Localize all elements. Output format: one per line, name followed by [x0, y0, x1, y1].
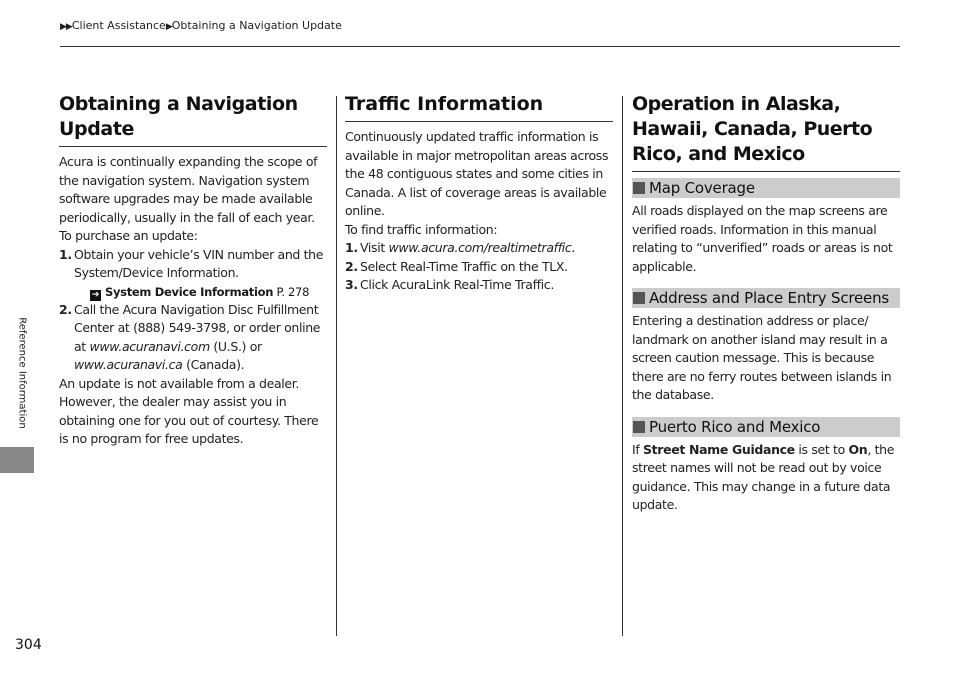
step-number: 1.: [59, 246, 72, 262]
step-2: [59, 301, 327, 375]
step-3: [345, 276, 613, 295]
section-title: Operation in Alaska, Hawaii, Canada, Puerto Rico, and Mexico: [632, 92, 900, 172]
step-text: Obtain your vehicle’s VIN number and the System/Device Information.: [74, 246, 324, 280]
step-number: 3.: [345, 277, 358, 292]
step-text: Visit www.acura.com/realtimetraffic.: [360, 240, 576, 255]
page-number: 304: [15, 637, 42, 653]
subheading-map-coverage: Map Coverage: [632, 178, 900, 198]
breadcrumb: [60, 19, 342, 32]
section-side-label: Reference Information: [16, 317, 28, 429]
column-divider-2: [622, 96, 623, 636]
section-regional-operation: [632, 92, 900, 515]
section-title: Traffic Information: [345, 92, 613, 122]
step-2: [345, 258, 613, 277]
cross-reference-link[interactable]: ➔ System Device Information P. 278: [91, 284, 310, 300]
breadcrumb-item-current: Obtaining a Navigation Update: [171, 19, 342, 32]
step-text: Call the Acura Navigation Disc Fulfillment Center at (888) 549-3798, or order online at www.acuranavi.com (U.S.) or www.acuranavi.ca (Canada).: [74, 301, 321, 372]
url-canada[interactable]: www.acuranavi.ca: [74, 357, 183, 372]
column-divider-1: [336, 96, 337, 636]
step-number: 1.: [345, 240, 358, 255]
step-number: 2.: [345, 258, 358, 274]
step-1: [345, 239, 613, 258]
address-entry-text: Entering a destination address or place/ landmark on another island may result in a screen caution message. This is because there are no ferry routes between islands in the database.: [632, 313, 892, 402]
subheading-square-icon: [633, 292, 645, 304]
intro-paragraph: Continuously updated traffic information is available in major metropolitan areas across the 48 contiguous states and some cities in Canada. A list of coverage areas is available online.: [345, 129, 609, 218]
section-navigation-update: [59, 92, 327, 449]
breadcrumb-separator-icon: ▶: [165, 22, 172, 32]
purchase-label: To purchase an update:: [59, 228, 198, 243]
subheading-square-icon: [633, 182, 645, 194]
subheading-square-icon: [633, 421, 645, 433]
header-rule: [60, 46, 900, 47]
breadcrumb-item-client-assistance[interactable]: Client Assistance: [71, 19, 166, 32]
intro-paragraph: Acura is continually expanding the scope of the navigation system. Navigation system software upgrades may be made available periodically, usually in the fall of each year.: [59, 154, 318, 225]
url-us[interactable]: www.acuranavi.com: [89, 338, 210, 354]
section-traffic-information: [345, 92, 613, 295]
step-text: Click AcuraLink Real-Time Traffic.: [360, 277, 554, 292]
breadcrumb-arrows-icon: ▶▶: [60, 22, 72, 32]
subheading-address-entry: Address and Place Entry Screens: [632, 288, 900, 308]
section-title: Obtaining a Navigation Update: [59, 92, 327, 147]
step-1: [59, 246, 327, 283]
puerto-rico-mexico-text: If Street Name Guidance is set to On, the street names will not be read out by voice guidance. This may change in a future data update.: [632, 441, 895, 512]
step-text: Select Real-Time Traffic on the TLX.: [360, 258, 568, 274]
outro-paragraph: An update is not available from a dealer. However, the dealer may assist you in obtaining one for you out of courtesy. There is no program for free updates.: [59, 375, 319, 446]
map-coverage-text: All roads displayed on the map screens are verified roads. Information in this manual relating to “unverified” roads or areas is not applicable.: [632, 203, 893, 274]
find-label: To find traffic information:: [345, 221, 498, 237]
cross-reference-icon: ➔: [91, 289, 100, 300]
section-tab-marker: [0, 447, 34, 473]
subheading-puerto-rico-mexico: Puerto Rico and Mexico: [632, 417, 900, 437]
step-number: 2.: [59, 301, 72, 317]
url-traffic[interactable]: www.acura.com/realtimetraffic: [388, 240, 572, 255]
